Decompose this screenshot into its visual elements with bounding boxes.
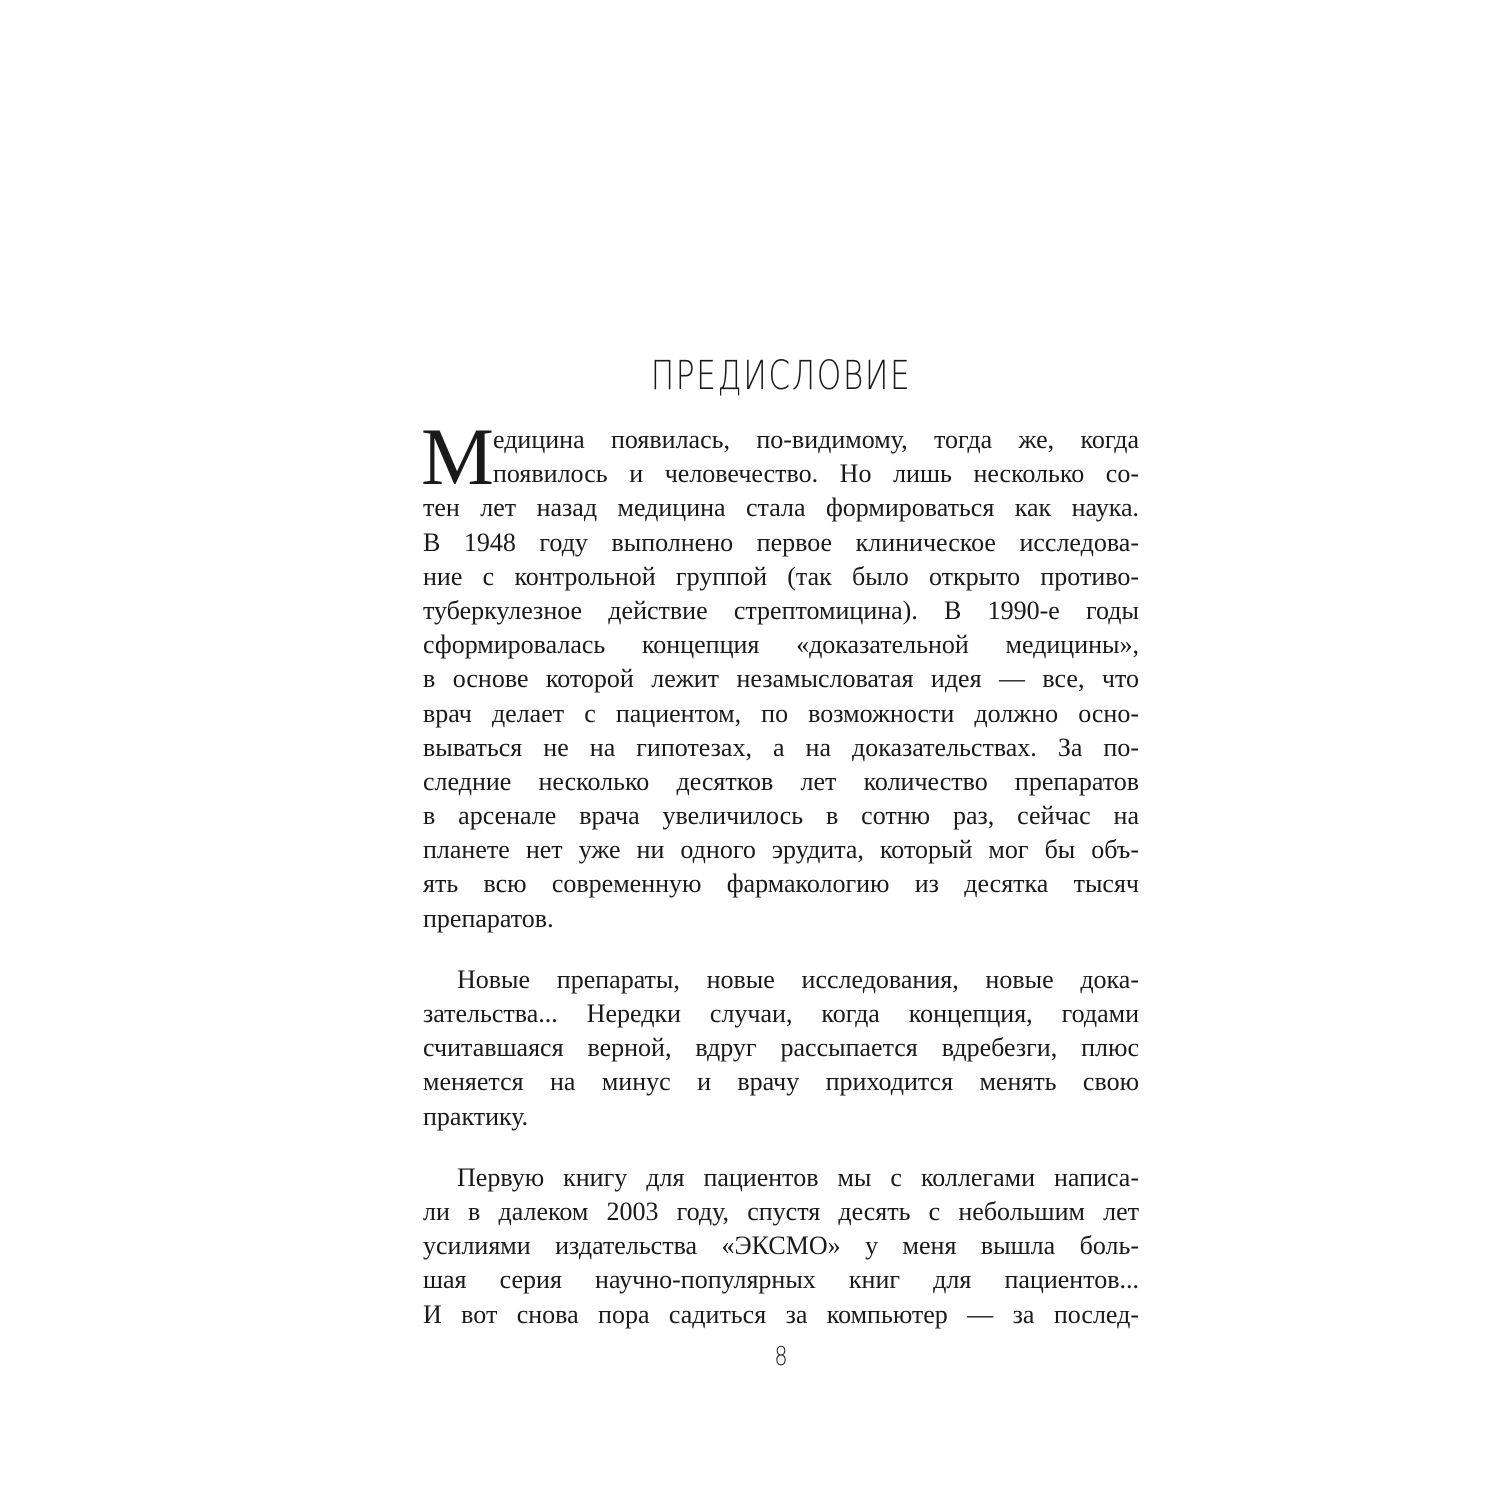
text-line: В 1948 году выполнено первое клиническое исследова- bbox=[423, 527, 1139, 557]
text-line: Новые препараты, новые исследования, новые дока- bbox=[457, 964, 1139, 994]
text-line: врач делает с пациентом, по возможности должно осно- bbox=[423, 698, 1139, 728]
paragraph-1 bbox=[421, 411, 1139, 936]
text-line: шая серия научно-популярных книг для пациентов... bbox=[423, 1265, 1139, 1295]
text-line: зательства... Нередки случаи, когда концепция, годами bbox=[423, 999, 1139, 1028]
page-number: 8 bbox=[774, 1342, 788, 1372]
text-line: туберкулезное действие стрептомицина). В 1990-е годы bbox=[423, 595, 1139, 625]
text-line: появилось и человечество. Но лишь несколько со- bbox=[493, 459, 1139, 489]
text-line: следние несколько десятков лет количество препаратов bbox=[423, 766, 1139, 796]
paragraph-gap bbox=[423, 1134, 1139, 1161]
paragraph-gap bbox=[423, 936, 1139, 963]
drop-cap: М bbox=[421, 411, 494, 502]
paragraph-2 bbox=[423, 963, 1139, 1134]
text-line: практику. bbox=[423, 1101, 529, 1131]
text-line: усилиями издательства «ЭКСМО» у меня вышла боль- bbox=[423, 1231, 1139, 1261]
chapter-title: ПРЕДИСЛОВИЕ bbox=[650, 353, 912, 399]
paragraph-3 bbox=[423, 1161, 1139, 1332]
text-line: планете нет уже ни одного эрудита, который мог бы объ- bbox=[423, 835, 1139, 865]
text-line: ние с контрольной группой (так было открыто противо- bbox=[423, 561, 1139, 591]
text-line: в основе которой лежит незамысловатая идея — все, что bbox=[423, 664, 1139, 694]
text-line: вываться не на гипотезах, а на доказательствах. За по- bbox=[423, 732, 1139, 762]
body-text bbox=[421, 411, 1139, 1332]
text-line: едицина появилась, по-видимому, тогда же, когда bbox=[493, 425, 1139, 454]
text-line: препаратов. bbox=[423, 903, 554, 933]
text-line: И вот снова пора садиться за компьютер — за послед- bbox=[423, 1299, 1139, 1329]
text-line: меняется на минус и врачу приходится менять свою bbox=[423, 1067, 1139, 1097]
text-line: ли в далеком 2003 году, спустя десять с небольшим лет bbox=[423, 1196, 1139, 1226]
text-line: ять всю современную фармакологию из десятка тысяч bbox=[423, 869, 1139, 899]
text-line: в арсенале врача увеличилось в сотню раз, сейчас на bbox=[423, 801, 1139, 831]
text-line: тен лет назад медицина стала формироваться как наука. bbox=[423, 493, 1139, 523]
text-line: сформировалась концепция «доказательной медицины», bbox=[423, 630, 1139, 660]
text-line: Первую книгу для пациентов мы с коллегами написа- bbox=[457, 1162, 1139, 1192]
text-line: считавшаяся верной, вдруг рассыпается вдребезги, плюс bbox=[423, 1033, 1139, 1063]
